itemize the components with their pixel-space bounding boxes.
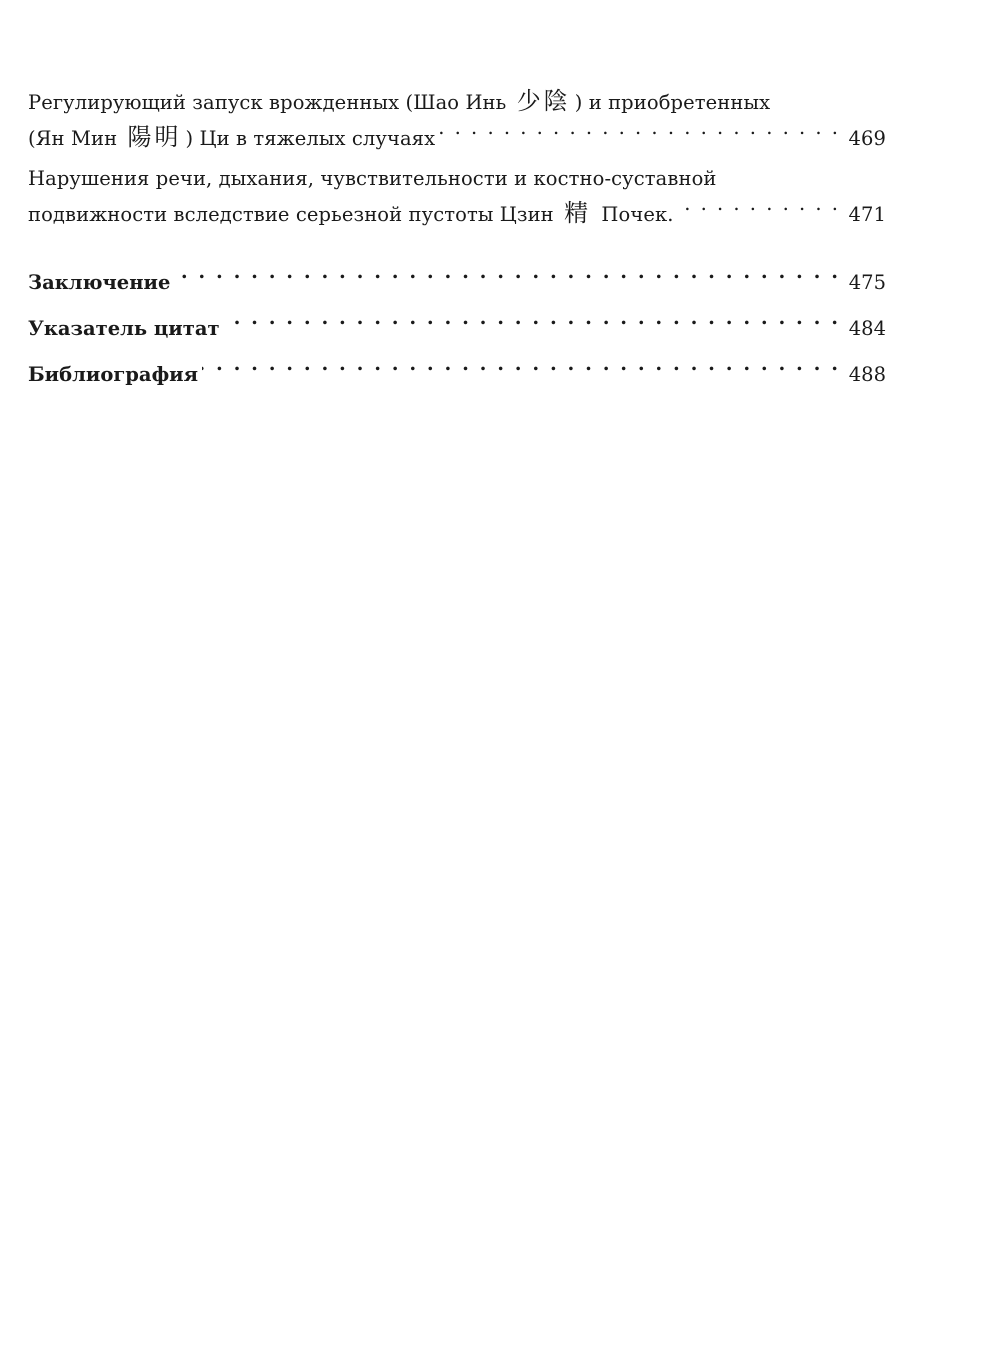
- cjk-jing: 精: [564, 199, 592, 227]
- table-of-contents: [28, 84, 886, 392]
- toc-entry-quote-index[interactable]: Указатель цитат . . . 484: [28, 312, 886, 346]
- dot-leader: [174, 270, 840, 290]
- toc-entry-speech-disorders[interactable]: [28, 162, 886, 232]
- toc-entry-conclusion[interactable]: Заключение . . . 475: [28, 266, 886, 300]
- page-number: 471: [848, 203, 886, 226]
- toc-entry-regulating-qi[interactable]: [28, 84, 886, 156]
- toc-entry-line-2: подвижности вследствие серьезной пустоты Цзин 精 Почек. . . . 471: [28, 196, 886, 232]
- cjk-yang-ming: 陽明: [127, 123, 182, 151]
- toc-entry-bibliography[interactable]: Библиография . . . 488: [28, 358, 886, 392]
- dot-leader: [224, 316, 840, 336]
- toc-entry-line-1: Регулирующий запуск врожденных (Шао Инь 少陰 ) и приобретенных: [28, 87, 771, 115]
- page-number: 475: [848, 271, 886, 294]
- dot-leader: [202, 362, 840, 382]
- page-number: 488: [848, 363, 886, 386]
- page-number: 484: [848, 317, 886, 340]
- cjk-shao-yin: 少陰: [516, 87, 571, 115]
- page-number: 469: [848, 127, 886, 150]
- toc-entry-line-1: Нарушения речи, дыхания, чувствительности и костно-суставной: [28, 167, 717, 190]
- section-gap: [28, 232, 886, 266]
- dot-leader: [439, 126, 840, 146]
- toc-entry-line-2: (Ян Мин 陽明 ) Ци в тяжелых случаях . . . 469: [28, 120, 886, 156]
- dot-leader: [678, 202, 840, 222]
